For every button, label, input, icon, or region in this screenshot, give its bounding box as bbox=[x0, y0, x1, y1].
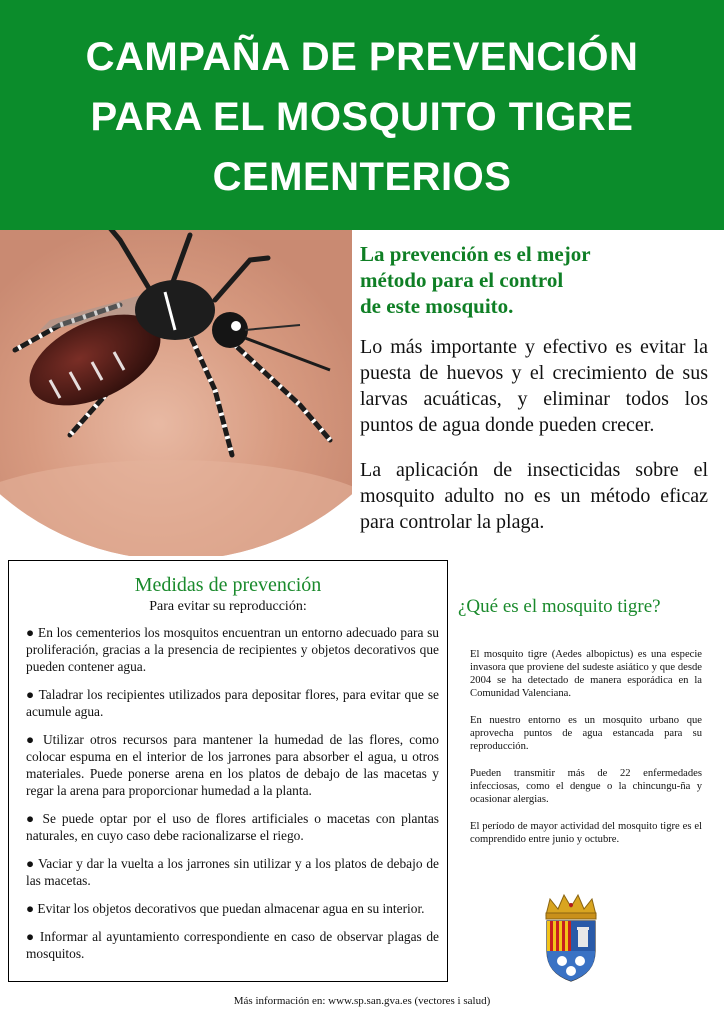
info-paragraph: En nuestro entorno es un mosquito urbano que aprovecha puntos de agua estancada para su reproducción. bbox=[470, 715, 702, 752]
measures-list bbox=[26, 624, 439, 973]
tiger-mosquito-info bbox=[470, 648, 702, 860]
prevention-measures-box bbox=[8, 560, 448, 982]
intro-heading-line-2: método para el control bbox=[360, 268, 564, 292]
measure-item: ● Vaciar y dar la vuelta a los jarrones sin utilizar y a los platos de debajo de las macetas. bbox=[26, 856, 439, 888]
intro-heading bbox=[360, 241, 708, 319]
what-is-tiger-mosquito-title: ¿Qué es el mosquito tigre? bbox=[458, 596, 661, 617]
intro-paragraph-2: La aplicación de insecticidas sobre el mosquito adulto no es un método eficaz para controlar la plaga. bbox=[360, 459, 708, 533]
measure-item: ● Evitar los objetos decorativos que puedan almacenar agua en su interior. bbox=[26, 901, 425, 916]
title-line-1: CAMPAÑA DE PREVENCIÓN bbox=[85, 35, 639, 79]
measure-item: ● Utilizar otros recursos para mantener la humedad de las flores, como colocar espuma en el interior de los jarrones para absorber el agua, u otros materiales. Puede ponerse arena en los platos de debajo de las macetas y regar la arena para proporcionar humedad a la planta. bbox=[26, 732, 439, 798]
info-paragraph: El mosquito tigre (Aedes albopictus) es una especie invasora que proviene del sudeste asiático y que desde 2004 se ha detectado de manera esporádica en la Comunidad Valenciana. bbox=[470, 649, 702, 699]
intro-heading-line-1: La prevención es el mejor bbox=[360, 242, 591, 266]
title-banner bbox=[0, 0, 724, 230]
title-line-3: CEMENTERIOS bbox=[212, 155, 512, 199]
footer-more-info: Más información en: www.sp.san.gva.es (vectores i salud) bbox=[233, 995, 491, 1007]
measure-item: ● Se puede optar por el uso de flores artificiales o macetas con plantas naturales, en cuyo caso debe racionalizarse el riego. bbox=[26, 811, 439, 843]
measure-item: ● Informar al ayuntamiento correspondiente en caso de observar plagas de mosquitos. bbox=[26, 929, 439, 961]
info-paragraph: Pueden transmitir más de 22 enfermedades infecciosas, como el dengue o la chincungu-ña y ocasionar alergias. bbox=[470, 768, 702, 805]
info-paragraph: El período de mayor actividad del mosquito tigre es el comprendido entre junio y octubre. bbox=[470, 821, 702, 845]
measure-item: ● En los cementerios los mosquitos encuentran un entorno adecuado para su proliferación, gracias a la presencia de recipientes y objetos decorativos que pueden contener agua. bbox=[26, 625, 439, 674]
intro-paragraph-1: Lo más importante y efectivo es evitar la puesta de huevos y el crecimiento de sus larvas acuáticas, y eliminar todos los puntos de agua donde pueden crecer. bbox=[360, 336, 708, 436]
measures-title: Medidas de prevención bbox=[134, 574, 322, 596]
municipal-crest-icon bbox=[538, 893, 604, 983]
mosquito-photo bbox=[0, 230, 352, 556]
title-line-2: PARA EL MOSQUITO TIGRE bbox=[90, 95, 634, 139]
intro-heading-line-3: de este mosquito. bbox=[360, 294, 514, 318]
measures-subtitle: Para evitar su reproducción: bbox=[149, 599, 307, 614]
measure-item: ● Taladrar los recipientes utilizados para depositar flores, para evitar que se acumule agua. bbox=[26, 687, 439, 719]
intro-section bbox=[360, 241, 708, 554]
